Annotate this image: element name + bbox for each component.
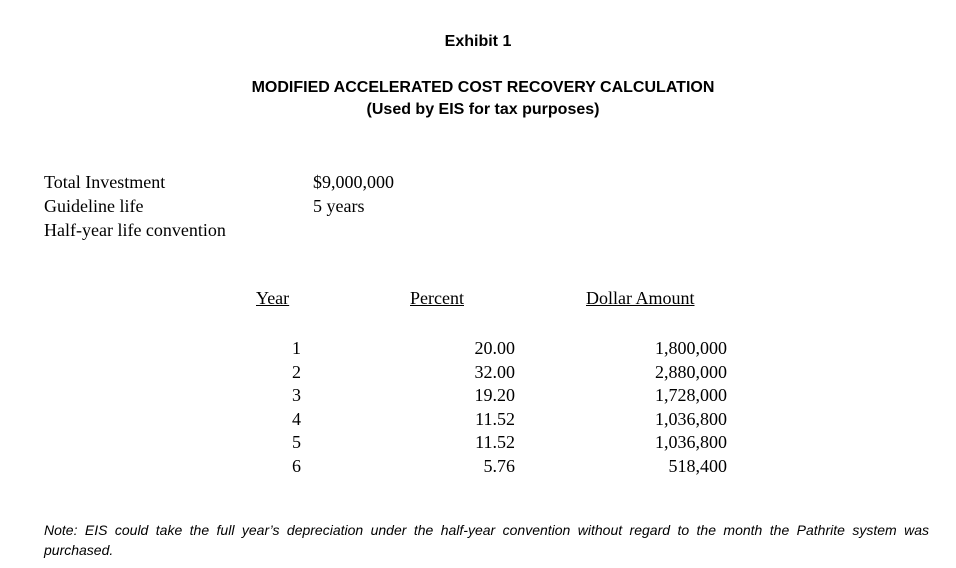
- year-cell: 6: [292, 455, 301, 476]
- header-year: Year: [256, 288, 290, 308]
- percent-column: [440, 337, 515, 479]
- param-label-guideline-life: Guideline life: [44, 196, 144, 216]
- percent-cell: 19.20: [474, 385, 515, 406]
- title-subtitle: (Used by EIS for tax purposes): [366, 101, 600, 118]
- exhibit-title: Exhibit 1: [444, 33, 512, 50]
- title-main: MODIFIED ACCELERATED COST RECOVERY CALCULATION: [251, 79, 715, 96]
- dollar-cell: 2,880,000: [655, 361, 727, 382]
- param-label-half-year: Half-year life convention: [44, 220, 226, 240]
- percent-cell: 32.00: [474, 361, 515, 382]
- year-cell: 4: [292, 408, 301, 429]
- header-dollar-amount: Dollar Amount: [586, 288, 695, 308]
- dollar-cell: 1,036,800: [655, 432, 727, 453]
- year-column: [260, 337, 301, 479]
- dollar-column: [600, 337, 727, 479]
- percent-cell: 20.00: [474, 338, 515, 358]
- year-cell: 1: [292, 338, 301, 358]
- percent-cell: 11.52: [475, 408, 515, 429]
- parameter-values: [313, 170, 394, 218]
- parameter-labels: [44, 170, 226, 242]
- param-label-total-investment: Total Investment: [44, 172, 166, 192]
- percent-cell: 11.52: [475, 432, 515, 453]
- footnote: Note: EIS could take the full year’s depreciation under the half-year convention without regard to the month the Pathrite system was purchased.: [44, 522, 929, 558]
- dollar-cell: 518,400: [668, 455, 727, 476]
- header-percent: Percent: [410, 288, 464, 308]
- document-title: [0, 77, 956, 121]
- param-value-guideline-life: 5 years: [313, 196, 365, 216]
- year-cell: 5: [292, 432, 301, 453]
- dollar-cell: 1,800,000: [655, 338, 727, 358]
- year-cell: 2: [292, 361, 301, 382]
- param-value-total-investment: $9,000,000: [313, 172, 394, 192]
- year-cell: 3: [292, 385, 301, 406]
- percent-cell: 5.76: [483, 455, 515, 476]
- dollar-cell: 1,036,800: [655, 408, 727, 429]
- dollar-cell: 1,728,000: [655, 385, 727, 406]
